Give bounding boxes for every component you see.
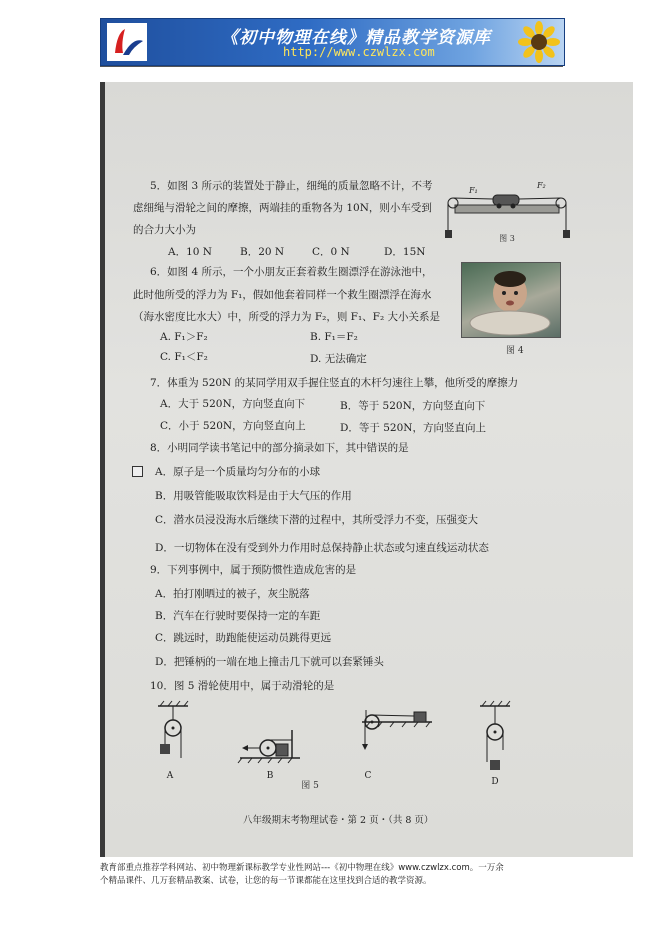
site-footer-line-2: 个精品课件、几万套精品教案、试卷，让您的每一节课都能在这里找到合适的教学资源。 (100, 876, 432, 886)
q5-option-d: D．15N (384, 246, 426, 258)
banner-title: 《初中物理在线》精品教学资源库 (221, 28, 491, 48)
figure-5-pulleys (150, 700, 530, 790)
q7-line-1: 7．体重为 520N 的某同学用双手握住竖直的木杆匀速往上攀，他所受的摩擦力 (150, 377, 519, 389)
q7-option-d: D．等于 520N，方向竖直向上 (340, 422, 486, 434)
banner-divider (100, 66, 563, 67)
fig4-caption: 图 4 (506, 346, 524, 356)
child-photo-icon (462, 263, 560, 337)
q9-line-1: 9．下列事例中，属于预防惯性造成危害的是 (150, 564, 357, 576)
fig5-label-b: B (266, 771, 274, 781)
q9-option-b: B．汽车在行驶时要保持一定的车距 (155, 610, 321, 622)
q6-option-d: D. 无法确定 (310, 353, 367, 365)
q5-line-1: 5．如图 3 所示的装置处于静止，细绳的质量忽略不计，不考 (150, 180, 433, 192)
pulley-d (480, 701, 510, 787)
fig5-label-c: C (364, 771, 372, 781)
site-logo-icon (107, 23, 147, 61)
q6-line-3: （海水密度比水大）中，所受的浮力为 F₂，则 F₁、F₂ 大小关系是 (133, 311, 440, 323)
q8-line-1: 8．小明同学读书笔记中的部分摘录如下，其中错误的是 (150, 442, 409, 454)
fig3-label-f2: F₂ (537, 181, 546, 190)
banner-url[interactable]: http://www.czwlzx.com (283, 45, 435, 59)
q6-option-b: B. F₁＝F₂ (310, 331, 358, 343)
q7-option-a: A．大于 520N，方向竖直向下 (160, 398, 306, 410)
fig5-caption: 图 5 (301, 781, 319, 790)
site-banner (100, 18, 565, 66)
q5-line-3: 的合力大小为 (133, 224, 196, 236)
q5-option-c: C．0 N (312, 246, 350, 258)
q8-option-b: B．用吸管能吸取饮料是由于大气压的作用 (155, 490, 352, 502)
q10-line-1: 10．图 5 滑轮使用中，属于动滑轮的是 (150, 680, 335, 692)
q8-option-a: A．原子是一个质量均匀分布的小球 (155, 466, 321, 478)
exam-page-footer: 八年级期末考物理试卷・第 2 页・（共 8 页） (243, 815, 434, 826)
fig5-label-a: A (166, 771, 174, 781)
q9-option-a: A．拍打刚晒过的被子，灰尘脱落 (155, 588, 310, 600)
pulley-a (158, 701, 188, 781)
q6-line-1: 6．如图 4 所示，一个小朋友正套着救生圈漂浮在游泳池中， (150, 266, 433, 278)
q6-line-2: 此时他所受的浮力为 F₁，假如他套着同样一个救生圈漂浮在海水 (133, 289, 432, 301)
q9-option-c: C．跳远时，助跑能使运动员跳得更远 (155, 632, 332, 644)
q7-option-c: C．小于 520N，方向竖直向上 (160, 420, 306, 432)
q5-line-2: 虑细绳与滑轮之间的摩擦，两端挂的重物各为 10N，则小车受到 (133, 202, 432, 214)
site-footer (100, 862, 570, 888)
q8-option-c: C．潜水员浸没海水后继续下潜的过程中，其所受浮力不变，压强变大 (155, 514, 479, 526)
q5-option-b: B．20 N (240, 246, 285, 258)
answer-checkbox[interactable] (132, 466, 143, 477)
site-footer-line-1: 教育部重点推荐学科网站、初中物理新课标教学专业性网站---《初中物理在线》www.czwlzx.com。一万余 (100, 863, 504, 873)
pulley-b (238, 730, 300, 781)
q8-option-d: D．一切物体在没有受到外力作用时总保持静止状态或匀速直线运动状态 (155, 542, 489, 554)
fig3-caption: 图 3 (499, 234, 515, 243)
q9-option-d: D．把锤柄的一端在地上撞击几下就可以套紧锤头 (155, 656, 384, 668)
fig3-label-f1: F₁ (469, 186, 478, 195)
q5-option-a: A．10 N (168, 246, 212, 258)
q6-option-c: C. F₁＜F₂ (160, 351, 208, 363)
figure-4-child-swim-ring-photo (461, 262, 561, 338)
q6-option-a: A. F₁＞F₂ (160, 331, 208, 343)
pulley-c (362, 710, 432, 781)
fig5-label-d: D (491, 777, 499, 787)
sunflower-icon (518, 21, 560, 63)
figure-3-cart-pulleys (445, 175, 570, 245)
q7-option-b: B．等于 520N，方向竖直向下 (340, 400, 486, 412)
